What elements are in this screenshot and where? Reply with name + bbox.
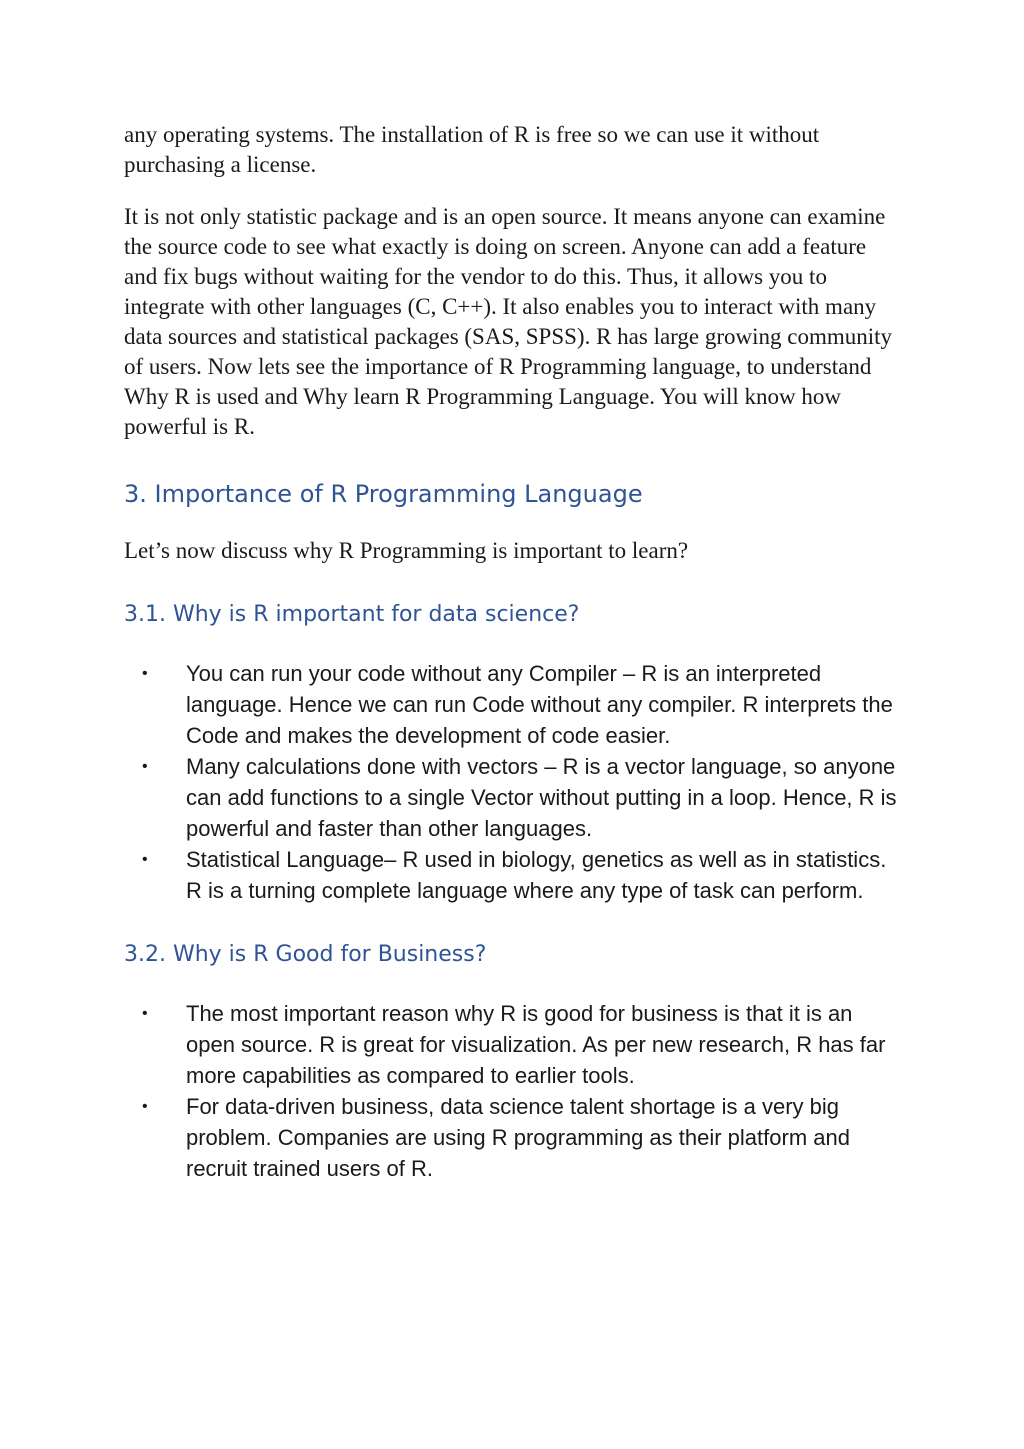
page-content: [124, 120, 904, 1184]
subsection-heading-data-science: 3.1. Why is R important for data science?: [124, 602, 580, 627]
bullet-icon: •: [142, 1098, 148, 1115]
list-item: [124, 998, 904, 1091]
list-item-text: For data-driven business, data science talent shortage is a very big problem. Companies are using R programming as their platform and recruit trained users of R.: [186, 1094, 850, 1181]
bullet-icon: •: [142, 758, 148, 775]
list-item: [124, 1091, 904, 1184]
list-item-text: Statistical Language– R used in biology, genetics as well as in statistics. R is a turning complete language where any type of task can perform.: [186, 847, 887, 903]
bullet-icon: •: [142, 1005, 148, 1022]
list-item-text: Many calculations done with vectors – R is a vector language, so anyone can add functions to a single Vector without putting in a loop. Hence, R is powerful and faster than other languages.: [186, 754, 897, 841]
bullet-icon: •: [142, 851, 148, 868]
paragraph-installation: any operating systems. The installation of R is free so we can use it without purchasing a license.: [124, 122, 820, 177]
list-item-text: You can run your code without any Compiler – R is an interpreted language. Hence we can run Code without any compiler. R interprets the Code and makes the development of code easier.: [186, 661, 893, 748]
section-heading-importance: 3. Importance of R Programming Language: [124, 480, 643, 508]
paragraph-open-source: It is not only statistic package and is an open source. It means anyone can examine the source code to see what exactly is doing on screen. Anyone can add a feature and fix bugs without waiting for the vendor to do this. Thus, it allows you to integrate with other languages (C, C++). It also enables you to interact with many data sources and statistical packages (SAS, SPSS). R has large growing community of users. Now lets see the importance of R Programming language, to understand Why R is used and Why learn R Programming Language. You will know how powerful is R.: [124, 204, 893, 439]
subsection-heading-business: 3.2. Why is R Good for Business?: [124, 942, 487, 967]
list-item: [124, 751, 904, 844]
list-item-text: The most important reason why R is good for business is that it is an open source. R is great for visualization. As per new research, R has far more capabilities as compared to earlier tools.: [186, 1001, 886, 1088]
business-bullet-list: [124, 998, 904, 1184]
bullet-icon: •: [142, 665, 148, 682]
section-intro: Let’s now discuss why R Programming is important to learn?: [124, 538, 689, 563]
list-item: [124, 658, 904, 751]
data-science-bullet-list: [124, 658, 904, 906]
list-item: [124, 844, 904, 906]
